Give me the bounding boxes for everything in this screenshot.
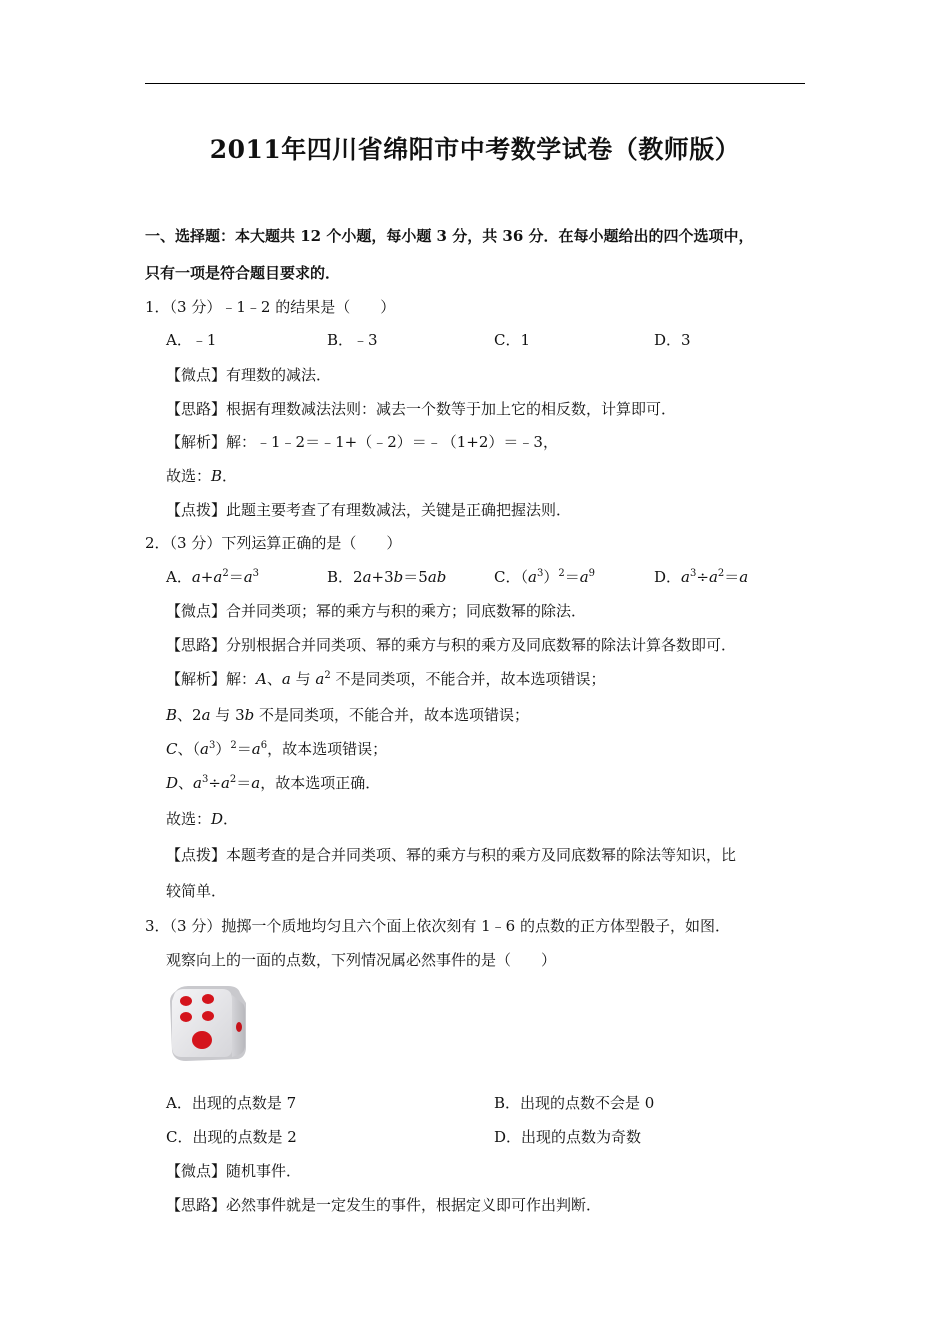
q2-option-a: A．$a+a^2=a^3$ <box>166 568 260 586</box>
q3-silu <box>166 1195 601 1215</box>
q2-option-b: B．2a+3b＝5ab <box>327 568 447 586</box>
q3-silu-text: 必然事件就是一定发生的事件，根据定义即可作出判断． <box>226 1196 602 1214</box>
q2-option-c: C．$(a^3)^2=a^9$ <box>494 568 596 586</box>
dice-image <box>166 983 248 1063</box>
q1-dianbo <box>166 500 571 520</box>
page-title: 2011年四川省绵阳市中考数学试卷（教师版） <box>209 135 741 164</box>
q2-jiexi-c-text: ，故本选项错误； <box>267 740 388 758</box>
q1-silu-tag: 【思路】 <box>166 400 227 418</box>
dice-pip <box>180 1012 192 1022</box>
q1-jiexi-tag: 【解析】 <box>166 433 227 451</box>
q2-dianbo-tag: 【点拨】 <box>166 846 227 864</box>
q3-option-b: B．出现的点数不会是 0 <box>494 1094 655 1112</box>
q2-jiexi-d: D、$a^3\div a^2=a$，故本选项正确． <box>166 774 381 792</box>
dice-pip <box>236 1022 242 1032</box>
q2-jiexi-a: 【解析】解：A、a 与 $a^2$ 不是同类项，不能合并，故本选项错误； <box>166 670 606 688</box>
q2-jiexi-b-text: 不是同类项，不能合并，故本选项错误； <box>259 706 530 724</box>
q2-jiexi-a-text: 不是同类项，不能合并，故本选项错误； <box>335 670 606 688</box>
q1-stem-text: （3 分）﹣1﹣2 的结果是（ ） <box>169 298 396 316</box>
q3-silu-tag: 【思路】 <box>166 1196 227 1214</box>
q3-stem-text: （3 分）抛掷一个质地均匀且六个面上依次刻有 1﹣6 的点数的正方体型骰子，如图． <box>169 917 730 935</box>
q2-option-d: D．$a^3\div a^2=a$ <box>654 568 749 586</box>
q3-option-c: C．出现的点数是 2 <box>166 1128 297 1146</box>
q1-option-c: C．1 <box>494 331 531 349</box>
q2-answer: 故选：D． <box>166 810 239 828</box>
q1-dianbo-tag: 【点拨】 <box>166 501 227 519</box>
q1-weidian-text: 有理数的减法． <box>226 366 332 384</box>
q1-silu <box>166 399 676 419</box>
q2-jiexi-b: B、2a 与 3b 不是同类项，不能合并，故本选项错误； <box>166 706 530 724</box>
dice-pip <box>202 1011 214 1021</box>
q3-number: 3． <box>145 917 170 935</box>
q3-weidian-tag: 【微点】 <box>166 1162 227 1180</box>
q1-number: 1． <box>145 298 170 316</box>
q1-option-b: B．﹣3 <box>327 331 378 349</box>
q3-weidian-text: 随机事件． <box>226 1162 302 1180</box>
q2-stem-text: （3 分）下列运算正确的是（ ） <box>169 534 402 552</box>
q1-weidian-tag: 【微点】 <box>166 366 227 384</box>
section-heading-line2: 只有一项是符合题目要求的． <box>145 264 341 282</box>
q3-stem <box>145 916 730 936</box>
q1-stem <box>145 297 395 317</box>
q2-jiexi-tag: 【解析】 <box>166 670 227 688</box>
dice-pip <box>192 1031 212 1049</box>
q2-weidian-text: 合并同类项；幂的乘方与积的乘方；同底数幂的除法． <box>226 602 587 620</box>
q2-silu-text: 分别根据合并同类项、幂的乘方与积的乘方及同底数幂的除法计算各数即可． <box>226 636 737 654</box>
q1-weidian <box>166 365 331 385</box>
section-heading-line1: 一、选择题：本大题共 12 个小题，每小题 3 分，共 36 分．在每小题给出的四个选项中， <box>145 227 754 245</box>
q3-option-d: D．出现的点数为奇数 <box>494 1128 642 1146</box>
q2-answer-label: 故选： <box>166 810 212 828</box>
q1-answer-label: 故选： <box>166 467 212 485</box>
q2-dianbo <box>166 845 736 865</box>
q2-dianbo-text: 本题考查的是合并同类项、幂的乘方与积的乘方及同底数幂的除法等知识，比 <box>226 846 737 864</box>
q3-stem-line2: 观察向上的一面的点数，下列情况属必然事件的是（ ） <box>166 951 557 969</box>
q3-weidian <box>166 1161 301 1181</box>
q2-number: 2． <box>145 534 170 552</box>
q1-jiexi <box>166 432 558 452</box>
dice-pip <box>180 996 192 1006</box>
q1-option-a: A．﹣1 <box>166 331 217 349</box>
q2-weidian-tag: 【微点】 <box>166 602 227 620</box>
q2-silu <box>166 635 736 655</box>
q2-weidian <box>166 601 586 621</box>
q1-jiexi-text: 解：﹣1﹣2＝﹣1+（﹣2）＝﹣（1+2）＝﹣3， <box>226 433 558 451</box>
q1-option-d: D．3 <box>654 331 691 349</box>
q3-option-a: A．出现的点数是 7 <box>166 1094 297 1112</box>
q2-stem <box>145 533 401 553</box>
q2-answer-letter: D <box>211 810 224 828</box>
q2-silu-tag: 【思路】 <box>166 636 227 654</box>
q1-dianbo-text: 此题主要考查了有理数减法，关键是正确把握法则． <box>226 501 572 519</box>
q1-answer-letter: B <box>211 467 223 485</box>
dice-pip <box>202 994 214 1004</box>
q2-dianbo-line2: 较简单． <box>166 882 227 900</box>
q2-jiexi-c: C、$(a^3)^2=a^6$，故本选项错误； <box>166 740 388 758</box>
header-rule <box>145 83 805 84</box>
q1-silu-text: 根据有理数减法法则：减去一个数等于加上它的相反数，计算即可． <box>226 400 677 418</box>
q2-jiexi-d-text: ，故本选项正确． <box>260 774 381 792</box>
q1-answer: 故选：B． <box>166 467 238 485</box>
